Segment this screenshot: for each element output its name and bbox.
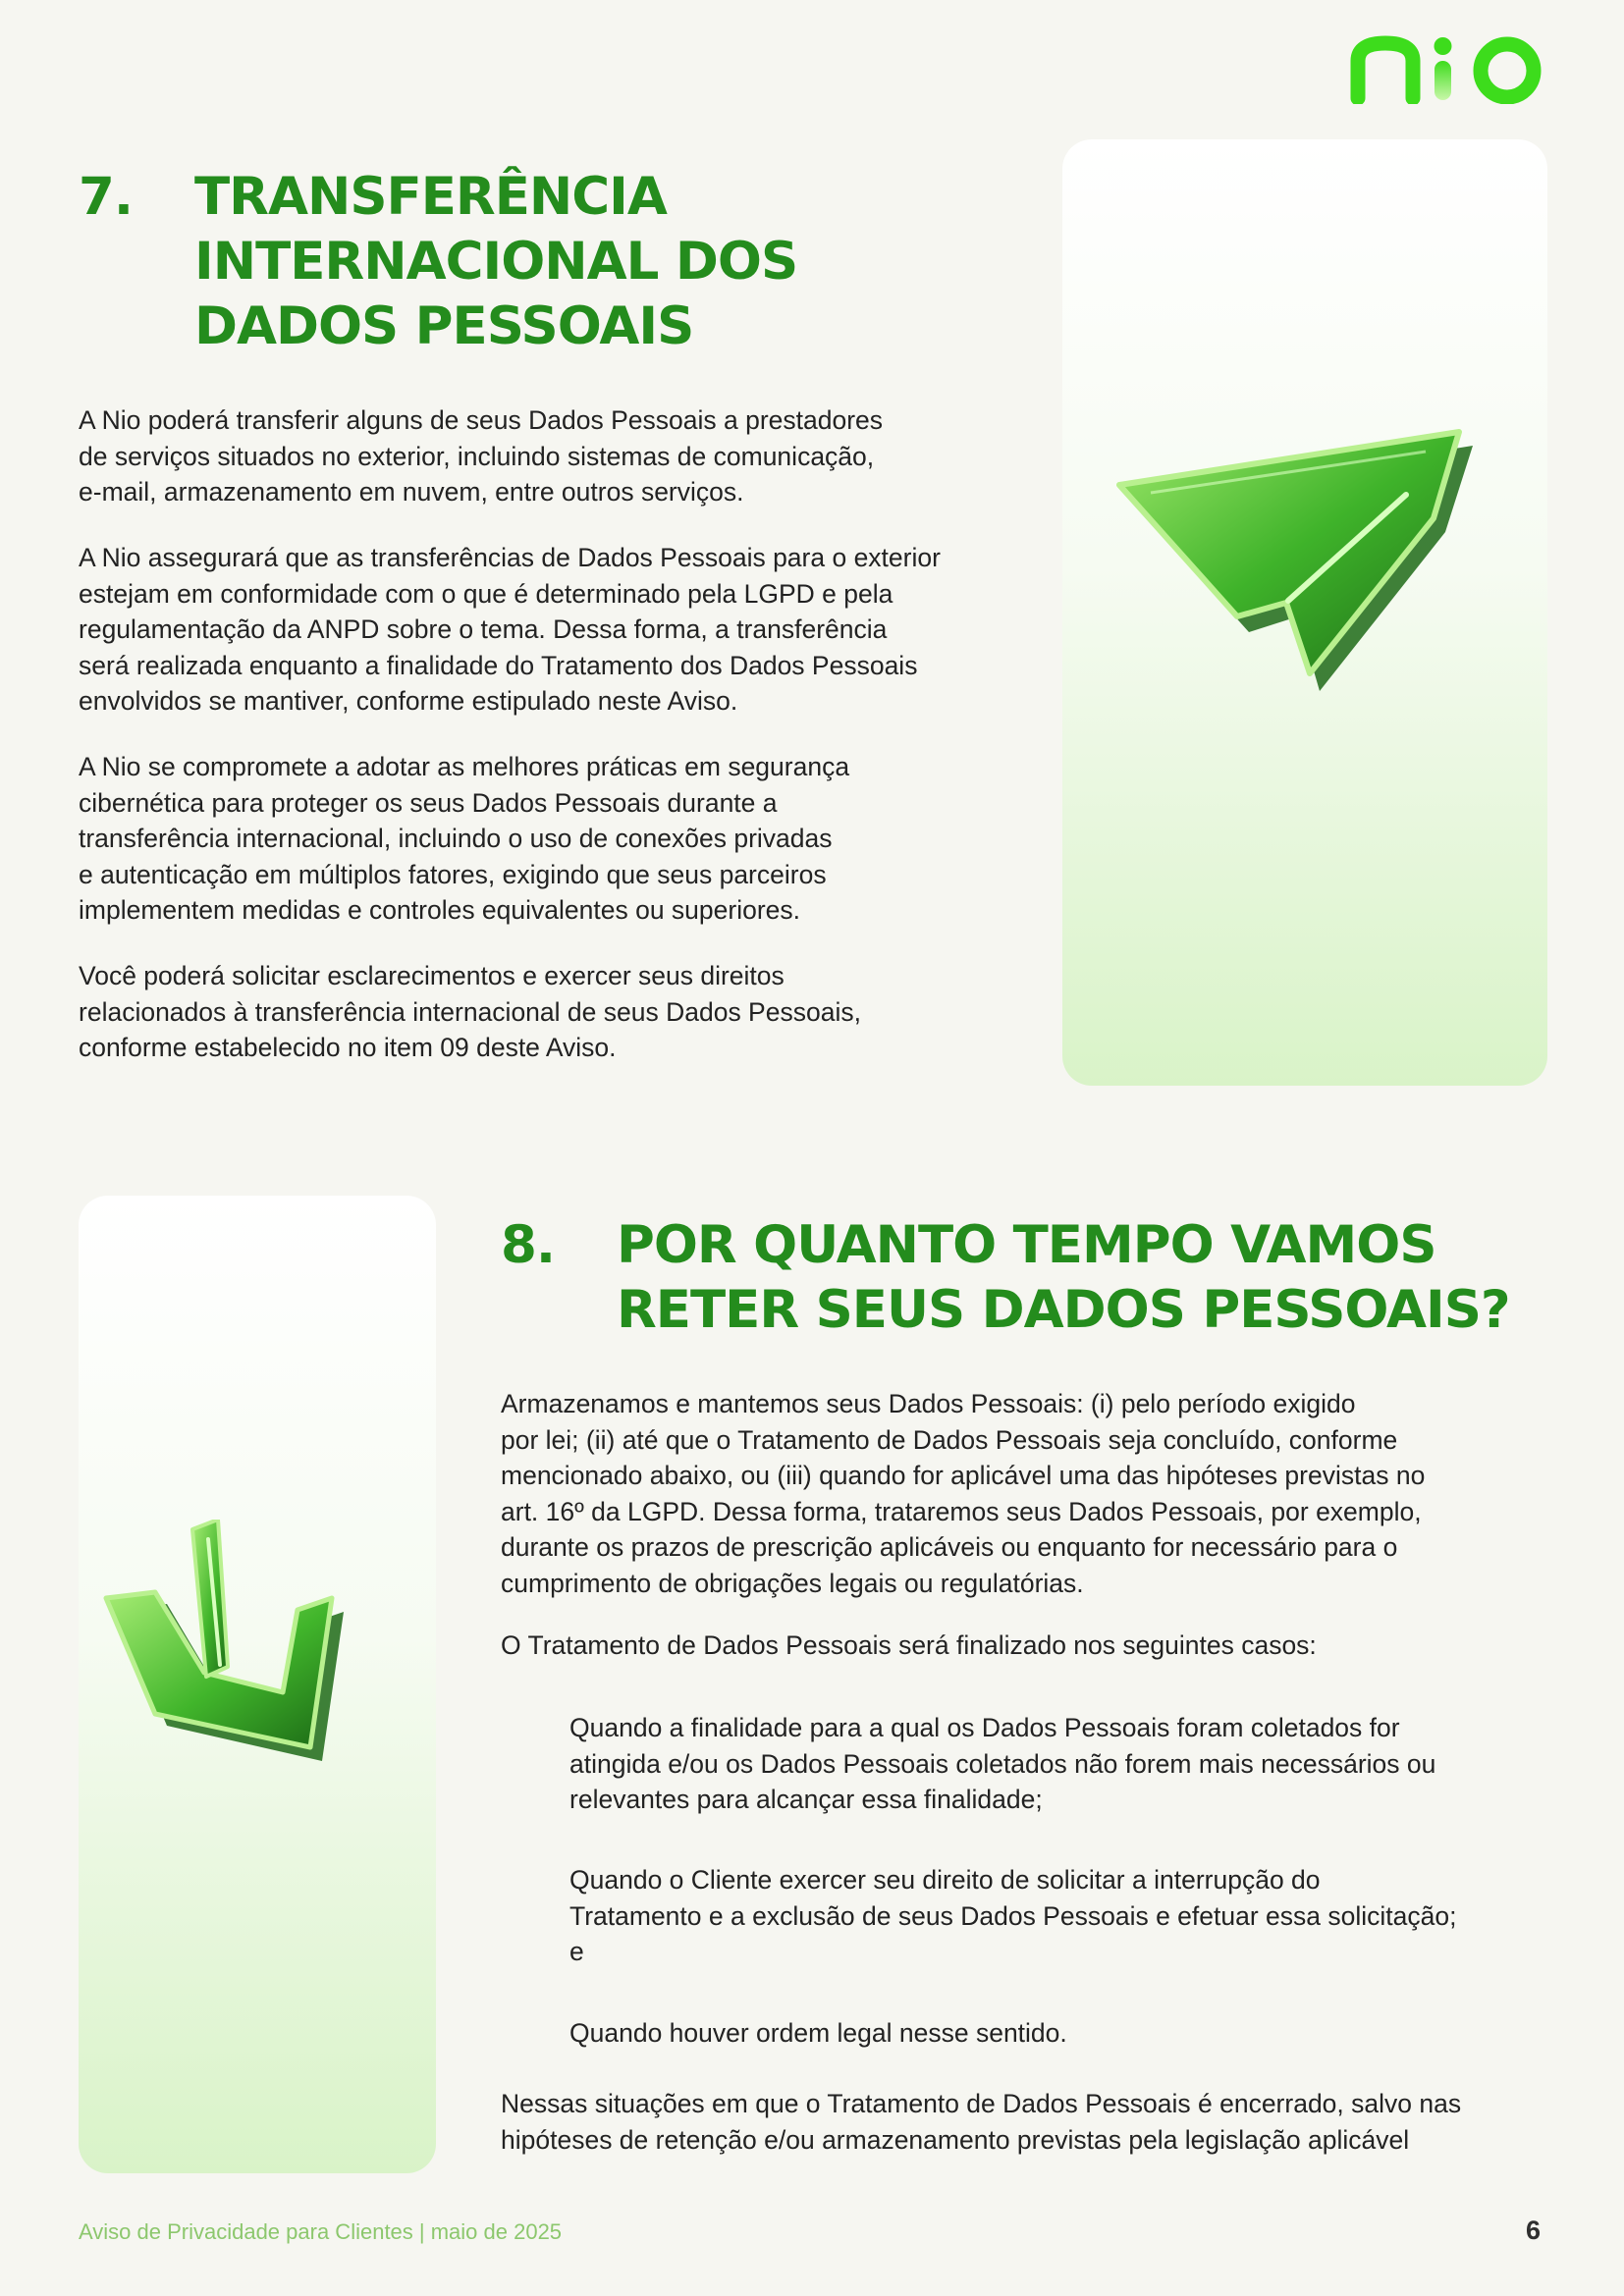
section-7-illustration-card — [1062, 139, 1547, 1086]
section-7-title: TRANSFERÊNCIA INTERNACIONAL DOS DADOS PESSOAIS — [194, 167, 798, 356]
page-number: 6 — [1526, 2216, 1542, 2245]
green-send-arrow-icon — [1092, 424, 1504, 709]
section-8-illustration-card — [79, 1196, 436, 2173]
section-8-case-item: Quando a finalidade para a qual os Dados Pessoais foram coletados for atingida e/ou os Dados Pessoais coletados não forem mais necessários ou relevantes para alcançar essa finalidade; — [569, 1713, 1436, 1814]
section-8-lead: O Tratamento de Dados Pessoais será finalizado nos seguintes casos: — [501, 1630, 1317, 1660]
section-8-intro: Armazenamos e mantemos seus Dados Pessoais: (i) pelo período exigido por lei; (ii) até que o Tratamento de Dados Pessoais seja concluído, conforme mencionado abaixo, ou (iii) quando for aplicável uma das hipóteses previstas no art. 16º da LGPD. Dessa forma, trataremos seus Dados Pessoais, por exemplo, durante os prazos de prescrição aplicáveis ou enquanto for necessário para o cumprimento de obrigações legais ou regulatórias. — [501, 1389, 1426, 1598]
section-8-case-item: Quando o Cliente exercer seu direito de solicitar a interrupção do Tratamento e a exclusão de seus Dados Pessoais e efetuar essa solicitação; e — [569, 1865, 1457, 1966]
section-8-title: POR QUANTO TEMPO VAMOS RETER SEUS DADOS PESSOAIS? — [617, 1215, 1510, 1340]
section-7-paragraph: A Nio se compromete a adotar as melhores práticas em segurança cibernética para proteger os seus Dados Pessoais durante a transferência internacional, incluindo o uso de conexões privadas e autenticação em múltiplos fatores, exigindo que seus parceiros implementem medidas e controles equivalentes ou superiores. — [79, 752, 850, 925]
section-7-paragraph: A Nio assegurará que as transferências de Dados Pessoais para o exterior estejam em conformidade com o que é determinado pela LGPD e pela regulamentação da ANPD sobre o tema. Dessa forma, a transferência será realizada enquanto a finalidade do Tratamento dos Dados Pessoais envolvidos se mantiver, conforme estipulado neste Aviso. — [79, 543, 941, 716]
footer-document-label: Aviso de Privacidade para Clientes | maio de 2025 — [79, 2219, 563, 2244]
section-8-case-item: Quando houver ordem legal nesse sentido. — [569, 2018, 1067, 2048]
nio-logo — [1350, 35, 1551, 104]
section-7-paragraph: Você poderá solicitar esclarecimentos e exercer seus direitos relacionados à transferência internacional de seus Dados Pessoais, conforme estabelecido no item 09 deste Aviso. — [79, 961, 861, 1062]
section-7-paragraph: A Nio poderá transferir alguns de seus Dados Pessoais a prestadores de serviços situados no exterior, incluindo sistemas de comunicação, e-mail, armazenamento em nuvem, entre outros serviços. — [79, 405, 884, 507]
green-download-arrow-icon — [98, 1520, 422, 1775]
section-8-number: 8. — [501, 1215, 556, 1275]
section-8-closing: Nessas situações em que o Tratamento de Dados Pessoais é encerrado, salvo nas hipóteses de retenção e/ou armazenamento previstas pela legislação aplicável — [501, 2089, 1462, 2155]
section-7-number: 7. — [79, 167, 134, 227]
